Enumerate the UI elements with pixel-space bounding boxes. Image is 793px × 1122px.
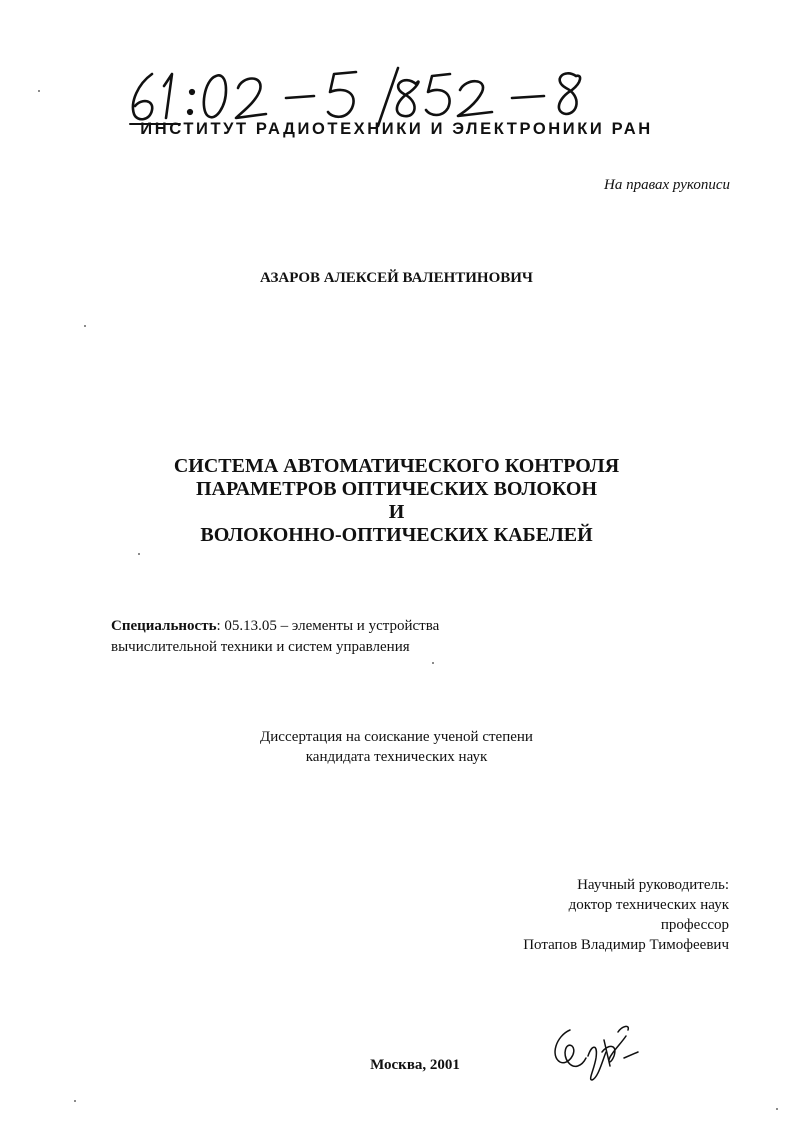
advisor-heading: Научный руководитель: bbox=[577, 877, 729, 893]
handwritten-signature bbox=[548, 1022, 642, 1084]
dissertation-title bbox=[0, 455, 793, 547]
scan-speck bbox=[74, 1100, 76, 1102]
scan-speck bbox=[776, 1108, 778, 1110]
scan-speck bbox=[138, 553, 140, 555]
advisor-degree: доктор технических наук bbox=[568, 897, 729, 913]
handwritten-catalog-number bbox=[120, 66, 600, 128]
scan-speck bbox=[84, 325, 86, 327]
catalog-number-text bbox=[128, 66, 519, 117]
scan-speck bbox=[38, 90, 40, 92]
institute-name: ИНСТИТУТ РАДИОТЕХНИКИ И ЭЛЕКТРОНИКИ РАН bbox=[140, 120, 653, 138]
title-line: ВОЛОКОННО-ОПТИЧЕСКИХ КАБЕЛЕЙ bbox=[200, 524, 593, 546]
title-line: СИСТЕМА АВТОМАТИЧЕСКОГО КОНТРОЛЯ bbox=[173, 455, 620, 477]
degree-line-1: Диссертация на соискание ученой степени bbox=[260, 729, 533, 745]
city-year: Москва, 2001 bbox=[370, 1057, 460, 1073]
degree-line-2: кандидата технических наук bbox=[305, 749, 488, 765]
author-name: АЗАРОВ АЛЕКСЕЙ ВАЛЕНТИНОВИЧ bbox=[260, 270, 533, 286]
advisor-block bbox=[523, 875, 729, 955]
specialty-block bbox=[111, 616, 439, 658]
advisor-name: Потапов Владимир Тимофеевич bbox=[523, 937, 729, 953]
specialty-description: вычислительной техники и систем управления bbox=[111, 639, 410, 655]
degree-statement bbox=[0, 727, 793, 767]
advisor-rank: профессор bbox=[660, 917, 729, 933]
title-line: И bbox=[388, 501, 405, 523]
specialty-label: Специальность bbox=[111, 618, 217, 634]
rights-note: На правах рукописи bbox=[604, 177, 730, 193]
specialty-code: : 05.13.05 – элементы и устройства bbox=[216, 618, 440, 634]
title-line: ПАРАМЕТРОВ ОПТИЧЕСКИХ ВОЛОКОН bbox=[195, 478, 598, 500]
scan-speck bbox=[432, 662, 434, 664]
